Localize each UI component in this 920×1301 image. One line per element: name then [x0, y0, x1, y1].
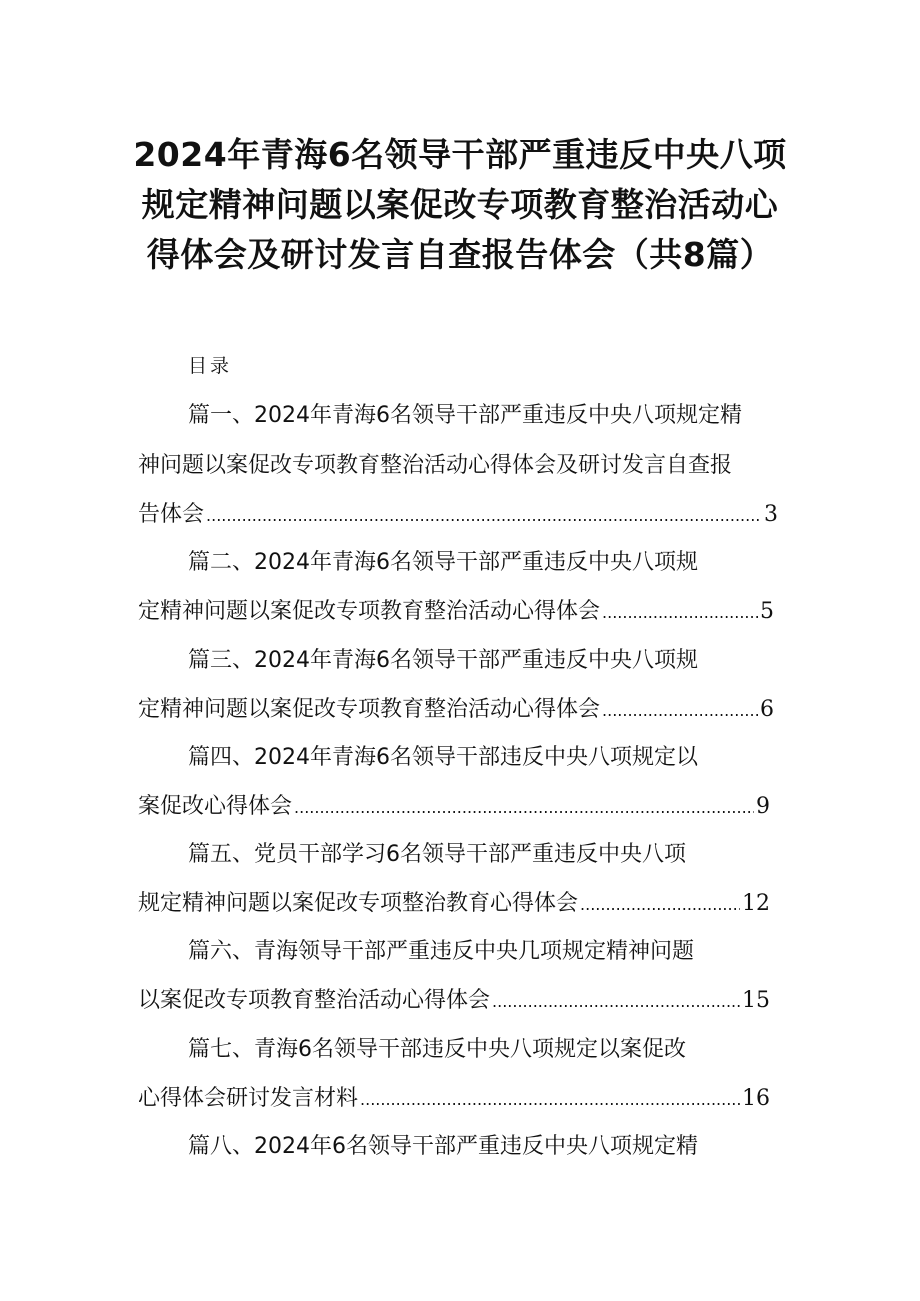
toc-entry-8-line-1[interactable]: 篇八、2024年6名领导干部严重违反中央八项规定精 [188, 1134, 698, 1159]
toc-leader-dots [206, 499, 762, 533]
toc-leader-dots [602, 694, 758, 728]
toc-entry-2-line-1[interactable]: 篇二、2024年青海6名领导干部严重违反中央八项规 [188, 550, 698, 575]
toc-entry-2-text: 定精神问题以案促改专项教育整治活动心得体会 [138, 599, 601, 624]
toc-entry-4-line-2[interactable] [138, 790, 770, 825]
toc-entry-6-text: 以案促改专项教育整治活动心得体会 [138, 988, 491, 1013]
toc-entry-1-line-2[interactable]: 神问题以案促改专项教育整治活动心得体会及研讨发言自查报 [138, 453, 733, 478]
toc-entry-3-page: 6 [760, 697, 774, 722]
toc-entry-7-text: 心得体会研讨发言材料 [138, 1086, 359, 1111]
toc-entry-3-text: 定精神问题以案促改专项教育整治活动心得体会 [138, 697, 601, 722]
toc-entry-6-line-2[interactable] [138, 984, 770, 1019]
toc-entry-2-line-2[interactable] [138, 595, 774, 630]
toc-entry-7-page: 16 [742, 1086, 770, 1111]
toc-entry-4-page: 9 [756, 794, 770, 819]
toc-entry-1-line-1[interactable]: 篇一、2024年青海6名领导干部严重违反中央八项规定精 [188, 403, 742, 428]
toc-entry-3-line-2[interactable] [138, 693, 774, 728]
toc-entry-1-line-3[interactable] [138, 498, 778, 533]
toc-entry-6-line-1[interactable]: 篇六、青海领导干部严重违反中央几项规定精神问题 [188, 939, 695, 964]
toc-entry-2-page: 5 [760, 599, 774, 624]
toc-entry-5-line-2[interactable] [138, 887, 770, 922]
toc-entry-5-text: 规定精神问题以案促改专项整治教育心得体会 [138, 891, 579, 916]
toc-entry-1-page: 3 [764, 502, 778, 527]
toc-entry-6-page: 15 [742, 988, 770, 1013]
toc-entry-5-page: 12 [742, 891, 770, 916]
toc-leader-dots [492, 985, 740, 1019]
toc-entry-4-line-1[interactable]: 篇四、2024年青海6名领导干部违反中央八项规定以 [188, 745, 698, 770]
toc-entry-7-line-2[interactable] [138, 1082, 770, 1117]
toc-entry-5-line-1[interactable]: 篇五、党员干部学习6名领导干部严重违反中央八项 [188, 842, 686, 867]
toc-entry-3-line-1[interactable]: 篇三、2024年青海6名领导干部严重违反中央八项规 [188, 648, 698, 673]
toc-entry-1-text: 告体会 [138, 502, 205, 527]
toc-leader-dots [294, 791, 754, 825]
toc-leader-dots [602, 596, 758, 630]
toc-entry-4-text: 案促改心得体会 [138, 794, 293, 819]
toc-entry-7-line-1[interactable]: 篇七、青海6名领导干部违反中央八项规定以案促改 [188, 1037, 686, 1062]
toc-heading: 目录 [188, 355, 233, 377]
toc-leader-dots [580, 888, 740, 922]
toc-leader-dots [360, 1083, 740, 1117]
document-title: 2024年青海6名领导干部严重违反中央八项规定精神问题以案促改专项教育整治活动心得体会及研讨发言自查报告体会（共8篇） [133, 135, 787, 274]
